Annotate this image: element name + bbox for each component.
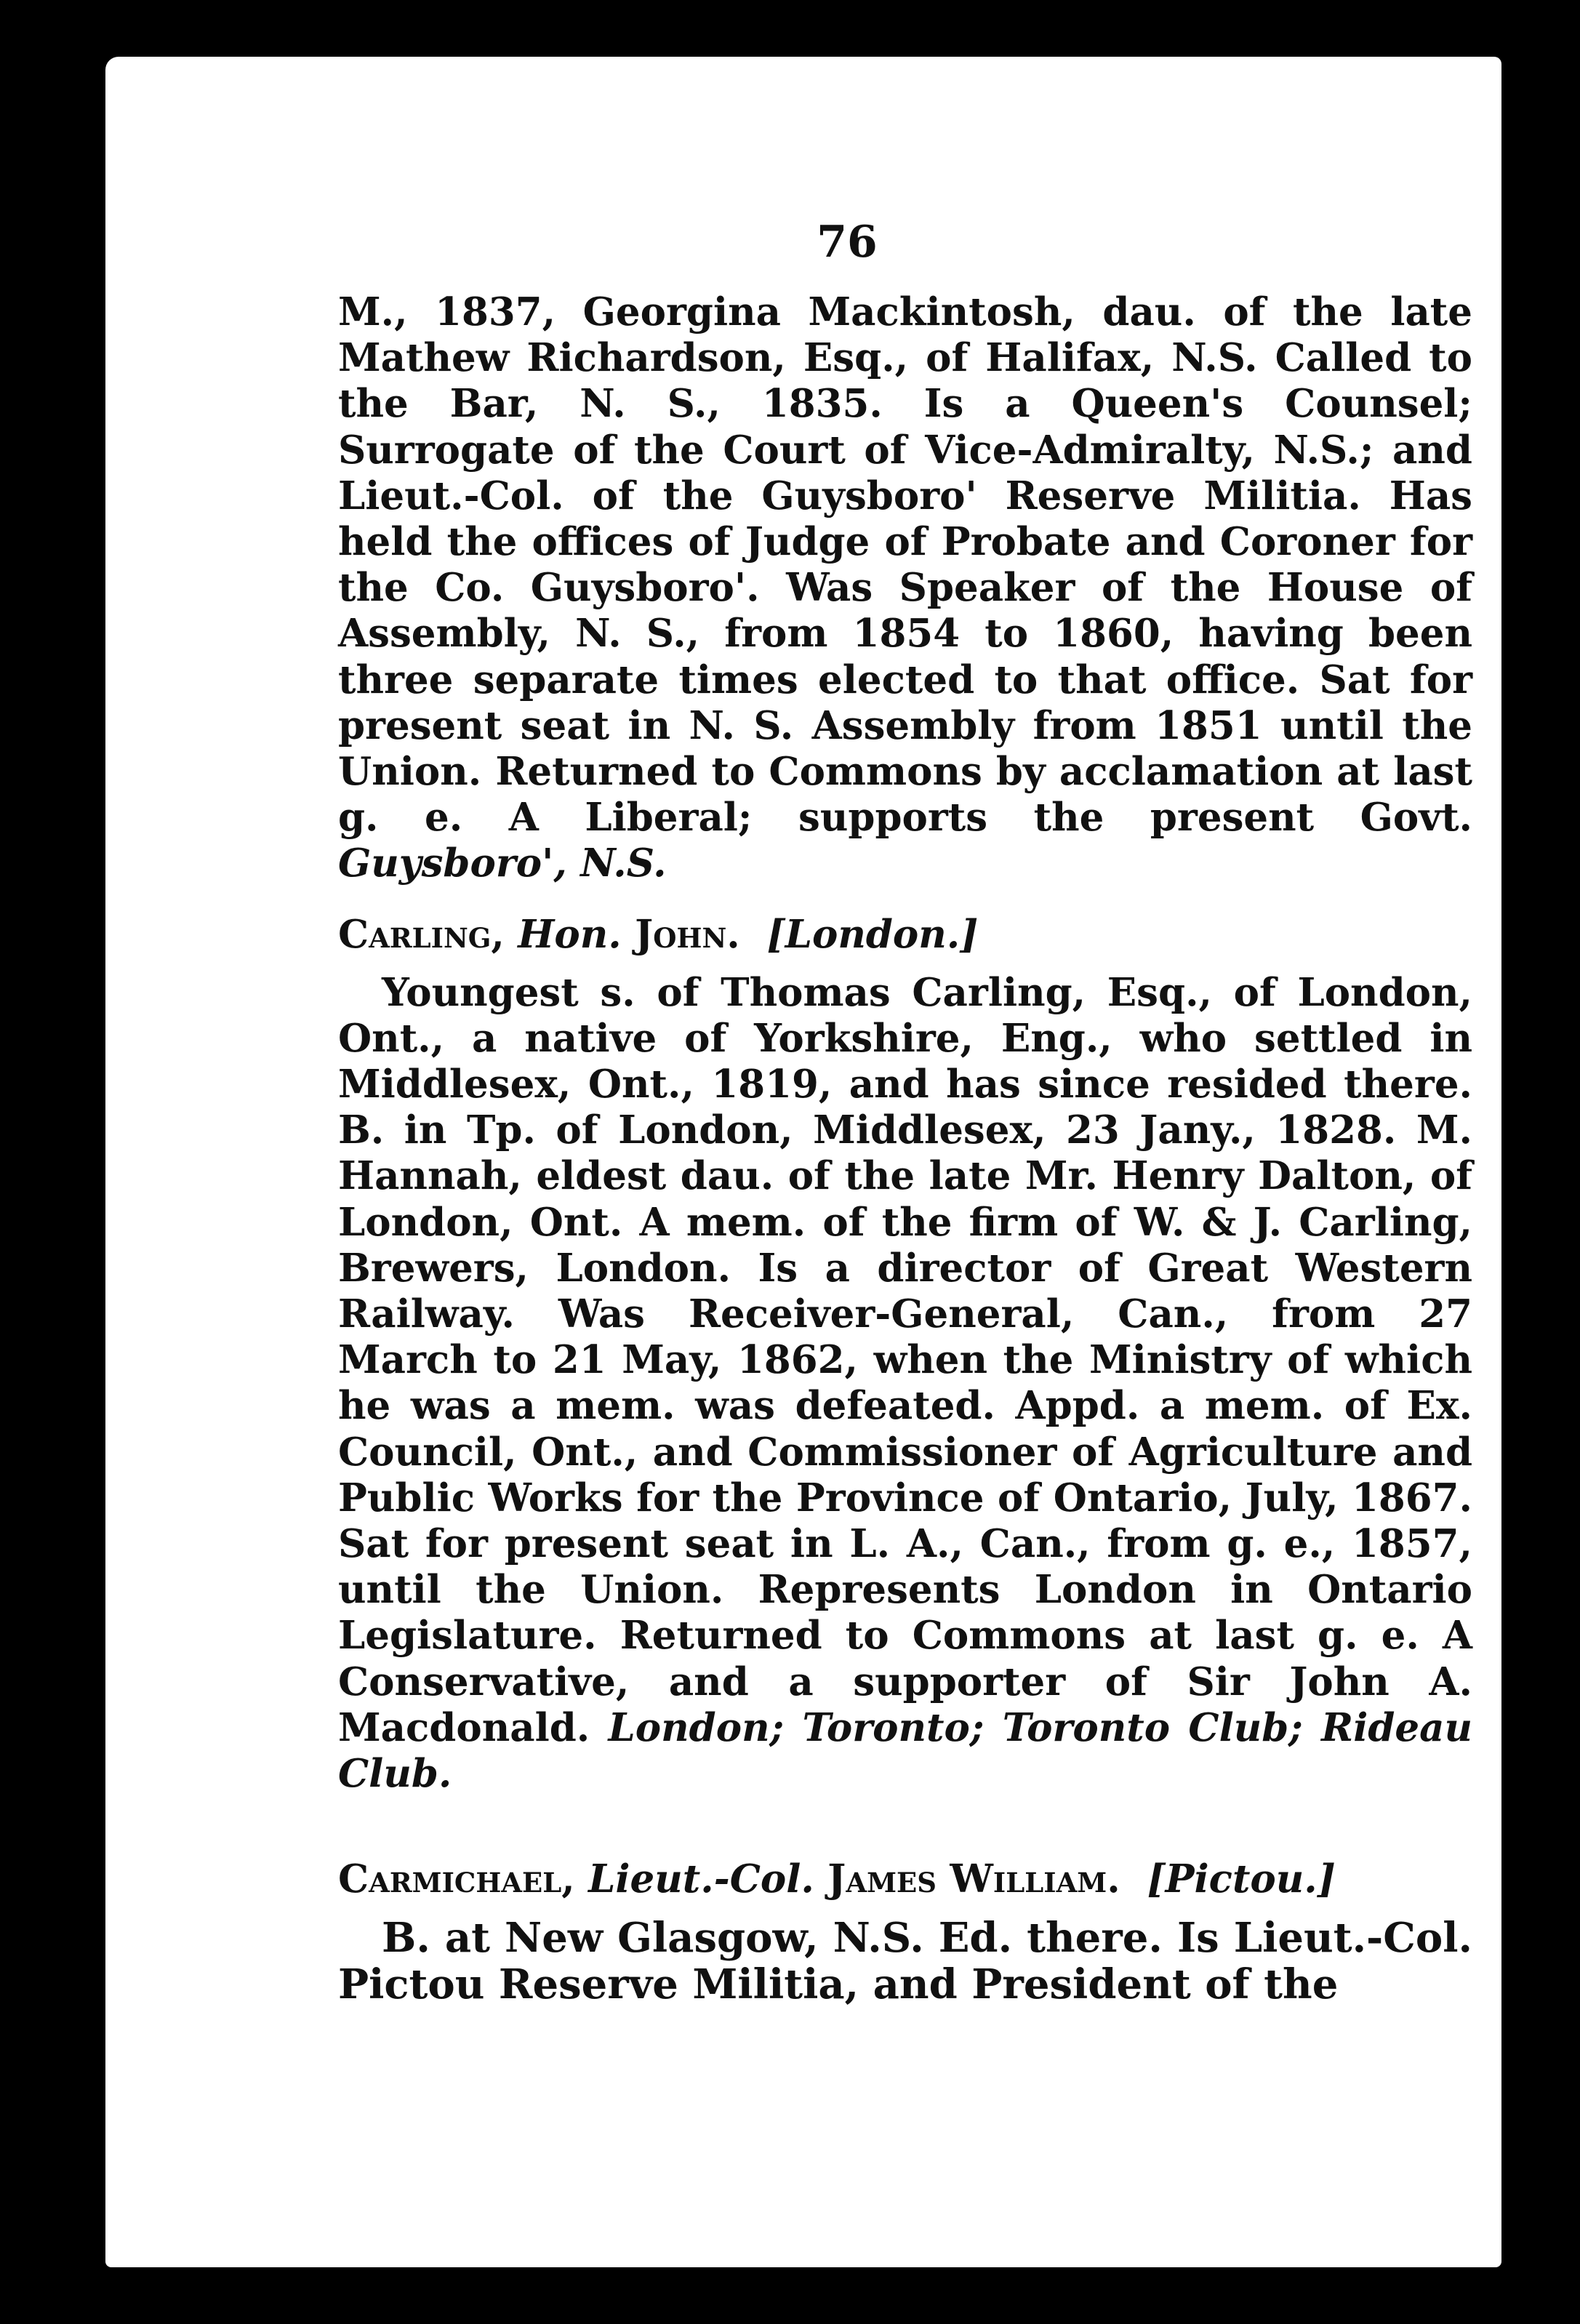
page — [105, 57, 1501, 2267]
entry-carling-address: London; Toronto; Toronto Club; Rideau Club. — [338, 1704, 1472, 1797]
entry-carmichael-text: B. at New Glasgow, N.S. Ed. there. Is Lieut.-Col. Pictou Reserve Militia, and President of the — [338, 1914, 1472, 2009]
entry-carling-text — [338, 970, 1472, 1798]
entry-heading-carmichael — [338, 1855, 1472, 1903]
carmichael-surname: Carmichael, — [338, 1856, 575, 1902]
carling-surname: Carling, — [338, 911, 505, 957]
entry-continued-address: Guysboro', N.S. — [338, 841, 667, 886]
carmichael-title: Lieut.-Col. — [588, 1856, 814, 1902]
carling-title: Hon. — [518, 911, 622, 957]
carling-constituency: [London.] — [766, 911, 979, 957]
entry-heading-carling — [338, 910, 1472, 958]
entry-carling-body: Youngest s. of Thomas Carling, Esq., of London, Ont., a native of Yorkshire, Eng., who settled in Middlesex, Ont., 1819, and has since resided there. B. in Tp. of London, Middlesex, 23 Jany., 1828. M. Hannah, eldest dau. of the late Mr. Henry Dalton, of London, Ont. A mem. of the firm of W. & J. Carling, Brewers, London. Is a director of Great Western Railway. Was Receiver-General, Can., from 27 March to 21 May, 1862, when the Ministry of which he was a mem. was defeated. Appd. a mem. of Ex. Council, Ont., and Commissioner of Agriculture and Public Works for the Province of Ontario, July, 1867. Sat for present seat in L. A., Can., from g. e., 1857, until the Union. Represents London in Ontario Legislature. Returned to Commons at last g. e. A Conservative, and a supporter of Sir John A. Macdonald. — [338, 969, 1472, 1750]
carmichael-constituency: [Pictou.] — [1147, 1856, 1336, 1902]
entry-continued-body: M., 1837, Georgina Mackintosh, dau. of the late Mathew Richardson, Esq., of Halifax, N.S. Called to the Bar, N. S., 1835. Is a Queen's Counsel; Surrogate of the Court of Vice-Admiralty, N.S.; and Lieut.-Col. of the Guysboro' Reserve Militia. Has held the offices of Judge of Probate and Coroner for the Co. Guysboro'. Was Speaker of the House of Assembly, N. S., from 1854 to 1860, having been three separate times elected to that office. Sat for present seat in N. S. Assembly from 1851 until the Union. Returned to Commons by acclamation at last g. e. A Liberal; supports the present Govt. — [338, 289, 1472, 841]
page-number: 76 — [817, 217, 878, 268]
page-text — [338, 289, 1472, 2008]
carling-given-name: John. — [635, 911, 740, 957]
book-edge-shadow — [1501, 80, 1532, 2261]
carmichael-given-name: James William. — [827, 1856, 1120, 1902]
entry-continued-text — [338, 289, 1472, 887]
spacer — [338, 1797, 1472, 1832]
